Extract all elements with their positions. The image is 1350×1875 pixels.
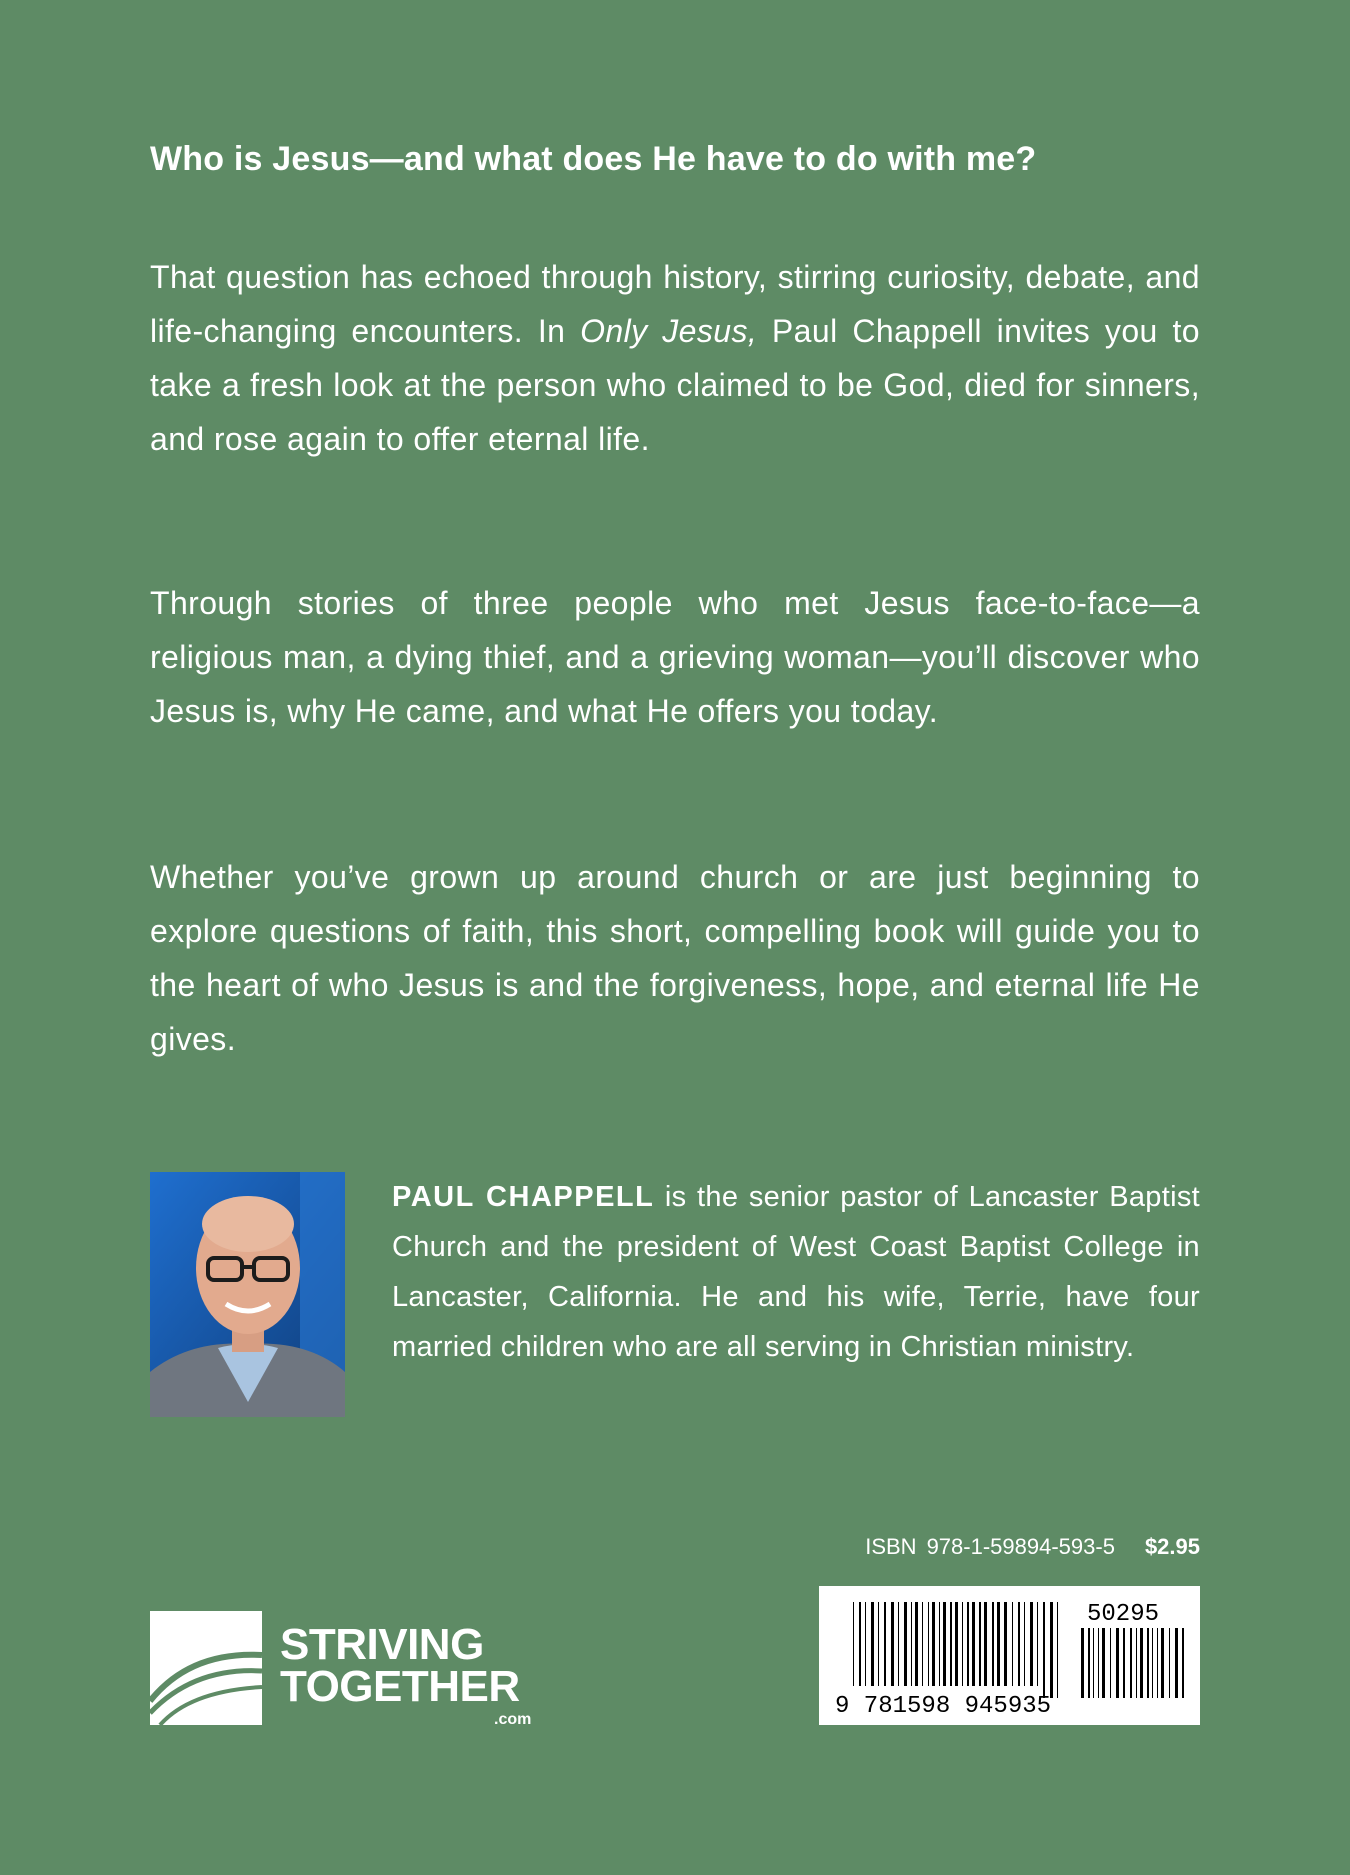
author-bio-description: is the senior pastor of Lancaster Baptist Church and the president of West Coast Baptist College in Lancaster, California. He and his wife, Terrie, have four married children who are all serving in Christian ministry. [392,1181,1200,1363]
barcode-bar [1081,1628,1084,1698]
isbn-label: ISBN [865,1534,917,1559]
barcode-bar [1102,1628,1105,1698]
barcode-bar [1057,1602,1058,1698]
barcode-bar [943,1602,946,1698]
barcode-bar [878,1602,879,1698]
paragraph-intro-end: Paul Chappell invites you to take a fresh look at the person who claimed to be God, died for sinners, and rose again to offer eternal life. [150,313,1200,457]
barcode-bar [928,1602,929,1698]
barcode-bar [1157,1628,1158,1698]
barcode-bar [1110,1628,1111,1698]
barcode [819,1586,1200,1725]
barcode-bar [891,1602,894,1698]
barcode-bar [1123,1628,1125,1698]
barcode-bar [1018,1602,1020,1698]
publisher-emblem [150,1611,262,1725]
barcode-bar [984,1602,987,1698]
barcode-bar [922,1602,923,1698]
barcode-bar [853,1602,854,1698]
barcode-bar [859,1602,861,1698]
barcode-bar [1037,1602,1038,1698]
author-bio-text [392,1172,1200,1372]
barcode-bar [1152,1628,1153,1698]
barcode-bar [1088,1628,1090,1698]
barcode-supplement-digits: 50295 [1087,1601,1160,1628]
publisher-name-line1: STRIVING [280,1620,484,1669]
barcode-bar [1043,1602,1045,1698]
barcode-bar [1182,1628,1184,1698]
barcode-bar [884,1602,886,1698]
paragraph-intro [150,250,1200,466]
barcode-main-bars [853,1602,1058,1698]
barcode-bar [1136,1628,1137,1698]
barcode-bar [1024,1602,1025,1698]
author-photo [150,1172,345,1417]
barcode-bar [1175,1628,1178,1698]
barcode-bar [1050,1602,1053,1698]
barcode-bar [972,1602,975,1698]
isbn-price-line [865,1534,1200,1560]
barcode-supplement-bars [1081,1628,1184,1698]
barcode-bar [1093,1628,1094,1698]
barcode-bar [1098,1628,1099,1698]
barcode-bar [1161,1628,1164,1698]
barcode-bar [1004,1602,1007,1698]
barcode-bar [1116,1628,1119,1698]
headline: Who is Jesus—and what does He have to do with me? [150,140,1037,178]
barcode-bar [997,1602,1000,1698]
barcode-bar [1169,1628,1170,1698]
barcode-bar [932,1602,935,1698]
barcode-bar [1030,1602,1033,1698]
book-title: Only Jesus, [580,313,758,349]
barcode-bar [1130,1628,1132,1698]
author-name: PAUL CHAPPELL [392,1181,655,1213]
paragraph-invitation: Whether you’ve grown up around church or are just beginning to explore questions of faith, this short, compelling book will guide you to the heart of who Jesus is and the forgiveness, hope, and eternal life He gives. [150,859,1200,1057]
publisher-name-line2: TOGETHER [280,1662,520,1711]
paragraph-stories: Through stories of three people who met Jesus face-to-face—a religious man, a dying thief, and a grieving woman—you’ll discover who Jesus is, why He came, and what He offers you today. [150,585,1200,729]
barcode-bar [955,1602,958,1698]
author-bio [150,1172,1200,1417]
barcode-bar [911,1602,912,1698]
barcode-main-digits: 9 781598 945935 [835,1693,1052,1720]
barcode-bar [865,1602,866,1698]
barcode-bar [962,1602,963,1698]
barcode-bar [904,1602,907,1698]
barcode-bar [992,1602,994,1698]
isbn-number: 978-1-59894-593-5 [926,1534,1115,1559]
barcode-bar [871,1602,874,1698]
barcode-bar [967,1602,969,1698]
barcode-bar [1147,1628,1149,1698]
publisher-domain: .com [494,1711,532,1728]
barcode-bar [939,1602,940,1698]
price: $2.95 [1144,1534,1200,1559]
barcode-bar [979,1602,981,1698]
barcode-bar [1012,1602,1013,1698]
barcode-bar [915,1602,918,1698]
barcode-bar [950,1602,952,1698]
barcode-bar [1140,1628,1143,1698]
publisher-logo [150,1611,570,1731]
barcode-bar [898,1602,899,1698]
paragraph-intro-start: That question has echoed through history, stirring curiosity, debate, and life-changing encounters. In [150,259,1200,349]
